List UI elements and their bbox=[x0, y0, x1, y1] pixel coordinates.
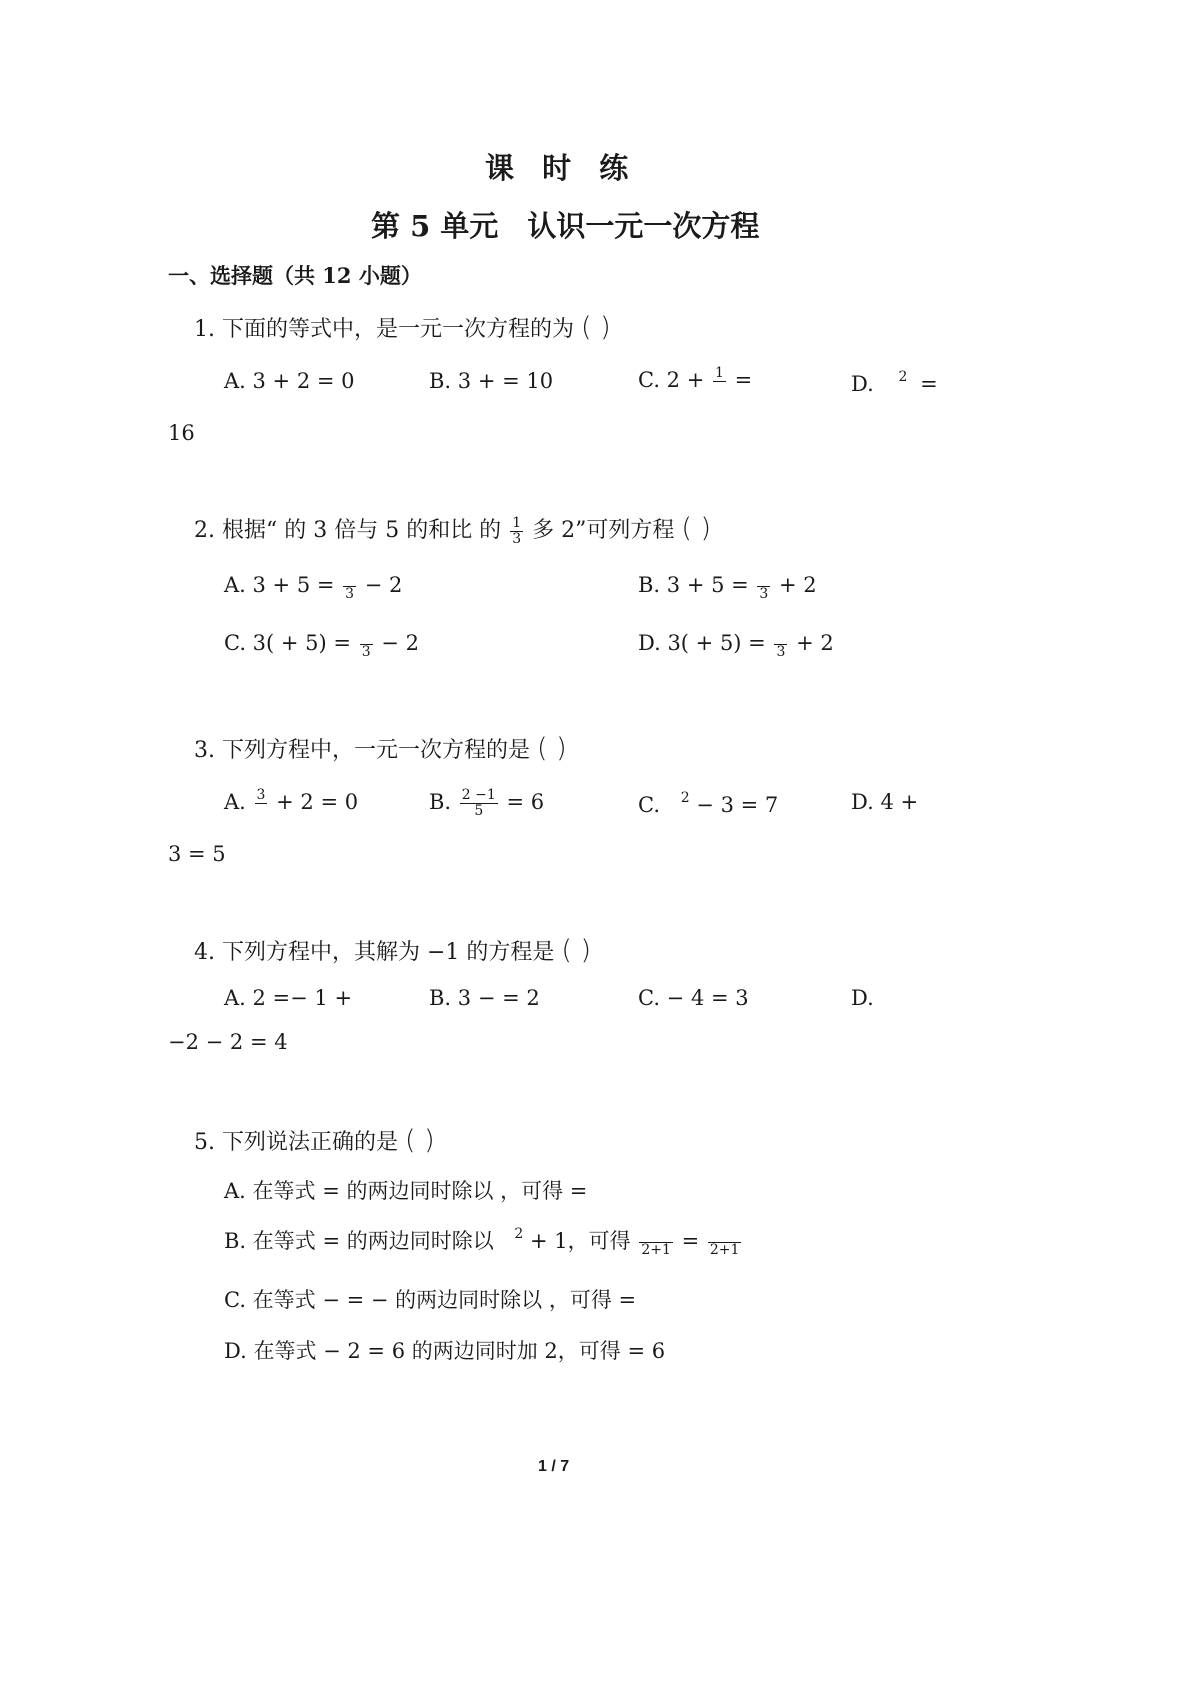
q3-option-b-label: B. bbox=[429, 790, 452, 814]
fraction-denominator: 3 bbox=[361, 644, 371, 660]
q5-option-b-mid: + 1，可得 bbox=[530, 1229, 631, 1253]
question-5 bbox=[194, 1125, 435, 1156]
question-4 bbox=[194, 935, 591, 966]
fraction bbox=[757, 571, 770, 602]
q5-option-a: A. 在等式 = 的两边同时除以 ，可得 = bbox=[224, 1179, 588, 1203]
q1-option-d bbox=[851, 369, 938, 396]
q3-option-a-label: A. bbox=[224, 790, 246, 814]
q3-option-d-continued: 3 = 5 bbox=[168, 842, 226, 866]
question-3 bbox=[194, 733, 567, 764]
fraction-numerator: 1 bbox=[512, 514, 522, 531]
superscript: 2 bbox=[514, 1226, 524, 1242]
q1-option-d-continued: 16 bbox=[168, 421, 195, 445]
q2-option-c bbox=[224, 629, 419, 660]
superscript: 2 bbox=[680, 790, 690, 806]
q2-option-b bbox=[638, 571, 817, 602]
q2-option-a bbox=[224, 571, 402, 602]
q2-option-d bbox=[638, 629, 834, 660]
q2-option-b-text: B. 3 + 5 = bbox=[638, 573, 749, 597]
page-title: 课 时 练 bbox=[485, 151, 629, 185]
q1-option-c bbox=[638, 366, 752, 397]
q1-option-a: A. 3 + 2 = 0 bbox=[224, 369, 355, 393]
q3-option-b-end: = 6 bbox=[506, 790, 545, 814]
fraction bbox=[343, 571, 356, 602]
q3-option-a bbox=[224, 788, 358, 819]
q3-option-b bbox=[429, 788, 544, 819]
fraction bbox=[360, 629, 373, 660]
q5-option-b bbox=[224, 1225, 743, 1258]
fraction-denominator: 3 bbox=[776, 644, 786, 660]
q2-option-c-end: − 2 bbox=[381, 631, 419, 655]
superscript: 2 bbox=[898, 369, 908, 385]
q5-option-d: D. 在等式 − 2 = 6 的两边同时加 2，可得 = 6 bbox=[224, 1339, 666, 1363]
q5-option-c: C. 在等式 − = − 的两边同时除以 ，可得 = bbox=[224, 1288, 637, 1312]
q4-option-a: A. 2 =− 1 + bbox=[224, 986, 353, 1010]
fraction bbox=[460, 788, 498, 819]
question-1-stem: 1. 下面的等式中，是一元一次方程的为 bbox=[194, 317, 574, 342]
q2-option-d-end: + 2 bbox=[796, 631, 834, 655]
answer-paren: ( ) bbox=[681, 513, 712, 544]
question-5-stem: 5. 下列说法正确的是 bbox=[194, 1130, 398, 1155]
fraction bbox=[708, 1227, 742, 1258]
fraction-denominator: 3 bbox=[345, 586, 355, 602]
question-4-stem: 4. 下列方程中，其解为 −1 的方程是 bbox=[194, 940, 555, 965]
q1-option-b: B. 3 + = 10 bbox=[429, 369, 554, 393]
fraction-denominator: 2+1 bbox=[641, 1242, 671, 1258]
q1-option-d-eq: = bbox=[920, 372, 938, 396]
q1-option-c-eq: = bbox=[734, 368, 753, 392]
q2-option-c-text: C. 3( + 5) = bbox=[224, 631, 351, 655]
q4-option-d-continued: −2 − 2 = 4 bbox=[168, 1030, 288, 1054]
q3-option-c-label: C. bbox=[638, 793, 660, 817]
fraction bbox=[713, 366, 726, 397]
q4-option-c: C. − 4 = 3 bbox=[638, 986, 749, 1010]
q1-option-c-text: C. 2 + bbox=[638, 368, 705, 392]
q3-option-c bbox=[638, 790, 778, 817]
q2-option-a-end: − 2 bbox=[364, 573, 403, 597]
q2-option-d-text: D. 3( + 5) = bbox=[638, 631, 766, 655]
q3-option-a-end: + 2 = 0 bbox=[276, 790, 359, 814]
answer-paren: ( ) bbox=[404, 1125, 435, 1156]
answer-paren: ( ) bbox=[561, 935, 592, 966]
fraction-denominator: 3 bbox=[512, 530, 522, 547]
equals-sign: = bbox=[681, 1229, 700, 1253]
question-2-stem-end: 多 2”可列方程 bbox=[532, 518, 675, 543]
fraction-numerator: 3 bbox=[256, 787, 266, 803]
question-2-stem: 2. 根据“ 的 3 倍与 5 的和比 的 bbox=[194, 518, 502, 543]
question-1 bbox=[194, 312, 611, 343]
q3-option-d: D. 4 + bbox=[851, 790, 919, 814]
answer-paren: ( ) bbox=[581, 312, 611, 343]
section-heading: 一、选择题（共 12 小题） bbox=[168, 263, 422, 288]
fraction bbox=[255, 788, 268, 819]
q5-option-b-text: B. 在等式 = 的两边同时除以 bbox=[224, 1229, 494, 1253]
question-3-stem: 3. 下列方程中，一元一次方程的是 bbox=[194, 738, 530, 763]
fraction-denominator: 2+1 bbox=[709, 1242, 740, 1258]
q3-option-c-end: − 3 = 7 bbox=[696, 793, 779, 817]
fraction bbox=[510, 516, 523, 547]
q2-option-b-end: + 2 bbox=[779, 573, 817, 597]
fraction bbox=[774, 629, 787, 660]
q4-option-d: D. bbox=[851, 986, 874, 1010]
fraction-numerator: 2 −1 bbox=[461, 787, 496, 803]
unit-subtitle: 第 5 单元 认识一元一次方程 bbox=[371, 209, 760, 243]
q2-option-a-text: A. 3 + 5 = bbox=[224, 573, 335, 597]
answer-paren: ( ) bbox=[537, 733, 567, 764]
q1-option-d-label: D. bbox=[851, 372, 874, 396]
question-2 bbox=[194, 513, 711, 547]
fraction bbox=[639, 1227, 673, 1258]
page-number: 1 / 7 bbox=[538, 1458, 570, 1475]
q4-option-b: B. 3 − = 2 bbox=[429, 986, 540, 1010]
fraction-denominator: 5 bbox=[474, 803, 484, 819]
fraction-denominator: 3 bbox=[759, 586, 769, 602]
fraction-numerator: 1 bbox=[715, 365, 724, 381]
